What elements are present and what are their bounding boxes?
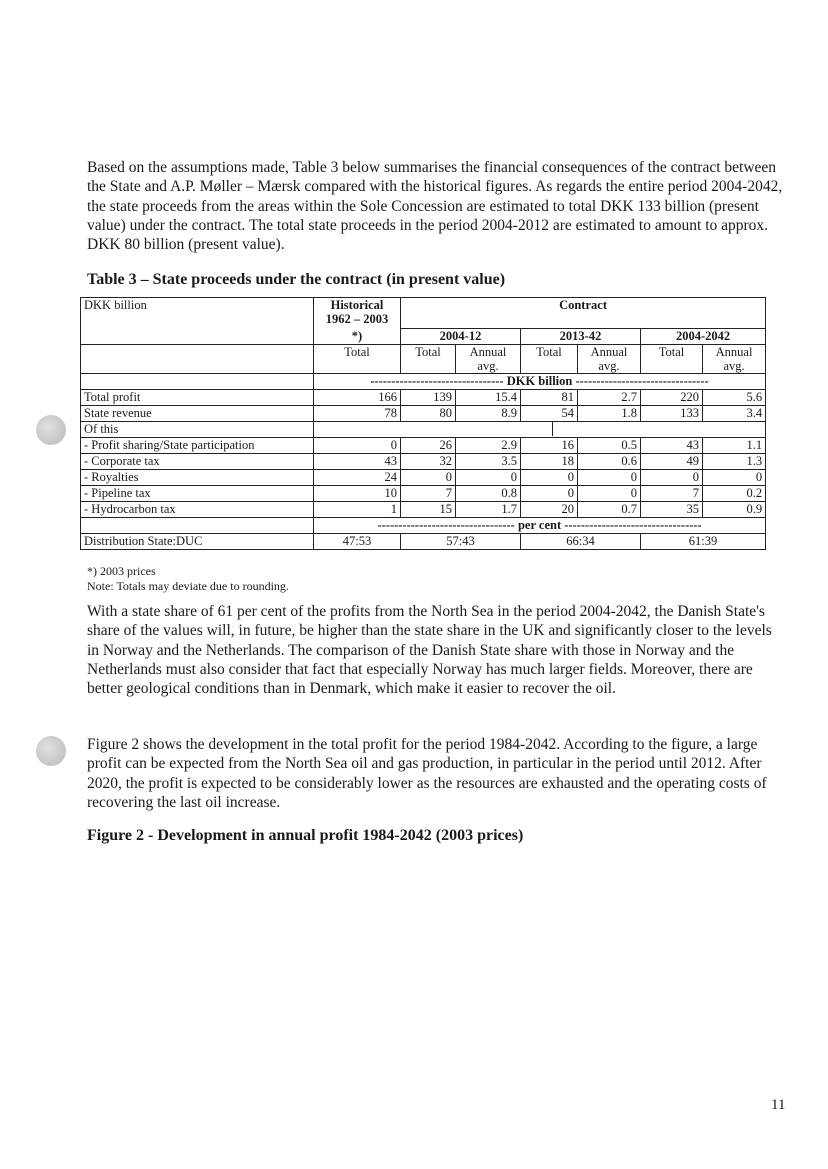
header-blank (81, 345, 314, 374)
distribution-value: 47:53 (314, 534, 401, 550)
cell: 43 (314, 454, 401, 470)
cell: 3.4 (703, 406, 766, 422)
state-share-paragraph: With a state share of 61 per cent of the profits from the North Sea in the period 2004-2042, the Danish State's share of the values will, in future, be higher than the state share in the UK and significantly closer to the levels in Norway and the Netherlands. The comparison of the Danish State share with those in Norway and the Netherlands must also consider that fact that especially Norway has much larger fields. Moreover, there are better geological conditions than in Denmark, which make it easier to recover the oil. (87, 603, 772, 698)
divider-blank (81, 518, 314, 534)
historical-total-header: Total (314, 345, 401, 374)
cell: 20 (521, 502, 578, 518)
cell: 220 (641, 390, 703, 406)
cell: 43 (641, 438, 703, 454)
cell: 18 (521, 454, 578, 470)
cell: 0.7 (578, 502, 641, 518)
cell: 1.7 (456, 502, 521, 518)
header-row-3 (81, 345, 766, 374)
cell: 0 (641, 470, 703, 486)
table-row (81, 438, 766, 454)
row-label: - Profit sharing/State participation (81, 438, 314, 454)
cell: 49 (641, 454, 703, 470)
period-2004-2042: 2004-2042 (641, 329, 766, 345)
cell: 133 (641, 406, 703, 422)
period-2004-12: 2004-12 (401, 329, 521, 345)
row-label: - Royalties (81, 470, 314, 486)
historical-marker: *) (314, 329, 401, 345)
table-caption: Table 3 – State proceeds under the contract (in present value) (87, 271, 506, 288)
total-header-1: Total (401, 345, 456, 374)
cell: 0 (456, 470, 521, 486)
table-row (81, 454, 766, 470)
cell: 54 (521, 406, 578, 422)
cell: 0.5 (578, 438, 641, 454)
punch-hole-upper (36, 415, 66, 445)
cell: 0.2 (703, 486, 766, 502)
of-this-blank (314, 422, 766, 438)
table-row (81, 502, 766, 518)
distribution-row (81, 534, 766, 550)
distribution-label: Distribution State:DUC (81, 534, 314, 550)
distribution-value: 57:43 (401, 534, 521, 550)
intro-paragraph: Based on the assumptions made, Table 3 below summarises the financial consequences of the contract between the State and A.P. Møller – Mærsk compared with the historical figures. As regards the entire period 2004-2042, the state proceeds from the areas within the Sole Concession are estimated to total DKK 133 billion (present value) under the contract. The total state proceeds in the period 2004-2012 are estimated to amount to approx. DKK 80 billion (present value). (87, 159, 783, 254)
cell: 10 (314, 486, 401, 502)
distribution-value: 66:34 (521, 534, 641, 550)
table-row (81, 486, 766, 502)
cell: 139 (401, 390, 456, 406)
cell: 24 (314, 470, 401, 486)
table-row (81, 390, 766, 406)
cell: 0 (521, 470, 578, 486)
figure-caption: Figure 2 - Development in annual profit 1984-2042 (2003 prices) (87, 827, 524, 844)
row-label: - Corporate tax (81, 454, 314, 470)
period-2013-42: 2013-42 (521, 329, 641, 345)
divider-blank (81, 374, 314, 390)
annual-header-2: Annual avg. (578, 345, 641, 374)
cell: 80 (401, 406, 456, 422)
cell: 5.6 (703, 390, 766, 406)
cell: 0.6 (578, 454, 641, 470)
table-note: Note: Totals may deviate due to rounding. (87, 579, 289, 593)
row-label: - Pipeline tax (81, 486, 314, 502)
cell: 0.9 (703, 502, 766, 518)
per-cent-divider: --------------------------------- per cent --------------------------------- (314, 518, 766, 534)
cell: 2.7 (578, 390, 641, 406)
cell: 3.5 (456, 454, 521, 470)
cell: 16 (521, 438, 578, 454)
annual-header-3: Annual avg. (703, 345, 766, 374)
distribution-value: 61:39 (641, 534, 766, 550)
cell: 35 (641, 502, 703, 518)
cell: 15.4 (456, 390, 521, 406)
page-number: 11 (771, 1097, 786, 1113)
unit-label: DKK billion (81, 298, 314, 345)
dkk-billion-divider: -------------------------------- DKK billion -------------------------------- (314, 374, 766, 390)
pct-divider-row (81, 518, 766, 534)
table-row (81, 470, 766, 486)
cell: 2.9 (456, 438, 521, 454)
header-row-1 (81, 298, 766, 329)
cell: 7 (641, 486, 703, 502)
cell: 0 (578, 486, 641, 502)
cell: 7 (401, 486, 456, 502)
cell: 0 (703, 470, 766, 486)
table-row (81, 406, 766, 422)
dkk-divider-row (81, 374, 766, 390)
row-label: - Hydrocarbon tax (81, 502, 314, 518)
contract-label: Contract (401, 298, 766, 329)
row-label: State revenue (81, 406, 314, 422)
table-footnote: *) 2003 prices (87, 564, 156, 578)
cell: 32 (401, 454, 456, 470)
total-header-2: Total (521, 345, 578, 374)
cell: 78 (314, 406, 401, 422)
of-this-label: Of this (81, 422, 314, 438)
cell: 0.8 (456, 486, 521, 502)
state-proceeds-table (80, 297, 766, 550)
historical-label: Historical 1962 – 2003 (314, 298, 401, 329)
cell: 1.8 (578, 406, 641, 422)
cell: 0 (578, 470, 641, 486)
row-label: Total profit (81, 390, 314, 406)
of-this-row (81, 422, 766, 438)
cell: 0 (401, 470, 456, 486)
cell: 0 (521, 486, 578, 502)
annual-header-1: Annual avg. (456, 345, 521, 374)
cell: 1.1 (703, 438, 766, 454)
cell: 166 (314, 390, 401, 406)
total-header-3: Total (641, 345, 703, 374)
cell: 81 (521, 390, 578, 406)
cell: 1 (314, 502, 401, 518)
punch-hole-lower (36, 736, 66, 766)
figure-intro-paragraph: Figure 2 shows the development in the total profit for the period 1984-2042. According to the figure, a large profit can be expected from the North Sea oil and gas production, in particular in the period until 2012. After 2020, the profit is expected to be considerably lower as the resources are exhausted and the operating costs of recovering the last oil increase. (87, 736, 767, 811)
cell: 15 (401, 502, 456, 518)
cell: 26 (401, 438, 456, 454)
cell: 8.9 (456, 406, 521, 422)
cell: 0 (314, 438, 401, 454)
cell: 1.3 (703, 454, 766, 470)
